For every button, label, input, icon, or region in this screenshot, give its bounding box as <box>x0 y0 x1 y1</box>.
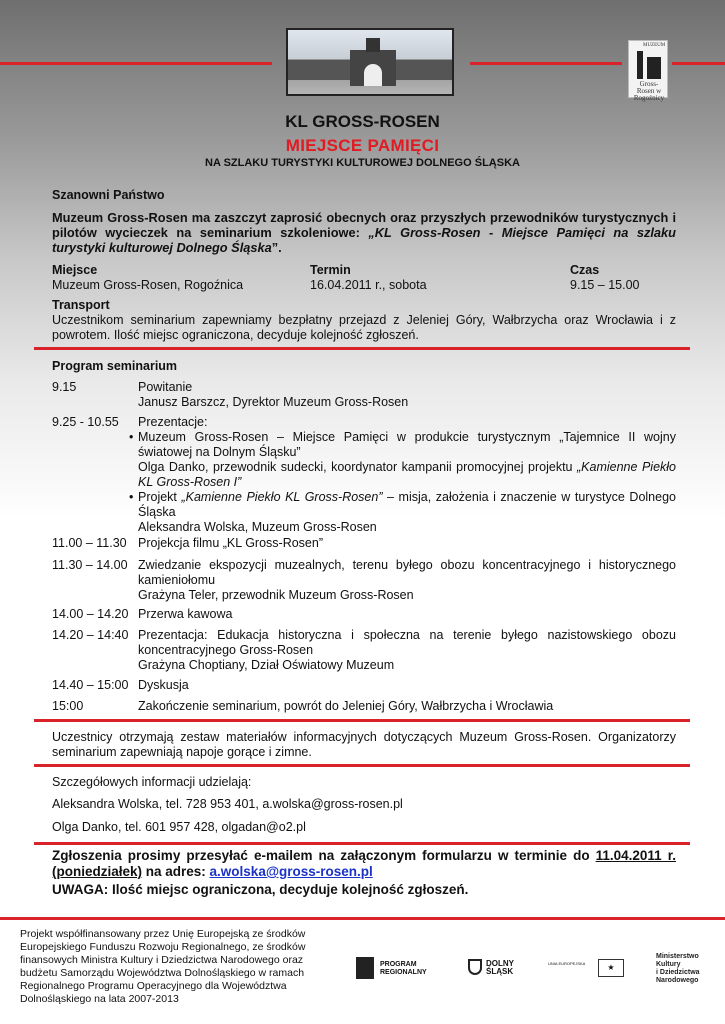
greeting: Szanowni Państwo <box>52 188 165 202</box>
time-label: Czas <box>570 263 600 277</box>
program-heading: Program seminarium <box>52 359 178 373</box>
header-rule-right <box>470 62 622 65</box>
registration-warning: UWAGA: Ilość miejsc ograniczona, decyduje kolejność zgłoszeń. <box>52 882 469 897</box>
header-rule-far-right <box>672 62 725 65</box>
bullet-icon: • <box>129 430 134 444</box>
list-item: • Muzeum Gross-Rosen – Miejsce Pamięci w produkcie turystycznym „Tajemnice II wojny światowej na Dolnym Śląsku” Olga Danko, przewodnik sudecki, koordynator kampanii promocyjnej projektu „Kamienne Piekło KL Gross-Rosen I” <box>129 430 676 489</box>
contact-person-2: Olga Danko, tel. 601 957 428, olgadan@o2.pl <box>52 820 306 834</box>
invitation-text: Muzeum Gross-Rosen ma zaszczyt zaprosić obecnych oraz przyszłych przewodników turystycznych i pilotów wycieczek na seminarium szkoleniowe: „KL Gross-Rosen - Miejsce Pamięci na szlaku turystyki kulturowej Dolnego Śląska”. <box>52 210 676 255</box>
page-subtitle: MIEJSCE PAMIĘCI <box>285 136 440 155</box>
program-regionalny-logo: PROGRAM REGIONALNY <box>356 955 452 985</box>
page-title: KL GROSS-ROSEN <box>285 112 440 131</box>
header-rule-left <box>0 62 272 65</box>
page-background: MUZEUM Gross-Rosen w Rogoźnicy KL GROSS-ROSEN MIEJSCE PAMIĘCI NA SZLAKU TURYSTYKI KULTUROWEJ DOLNEGO ŚLĄSKA Szanowni Państwo Muzeum Gross-Rosen ma zaszczyt zaprosić obecnych oraz przyszłych przewodników turystycznych i pilotów wycieczek na seminarium szkoleniowe: „KL Gross-Rosen - Miejsce Pamięci na szlaku turystyki kulturowej Dolnego Śląska”. Miejsce Muzeum Gross-Rosen, Rogoźnica Termin 16.04.2011 r., sobota Czas 9.15 – 15.00 Transport Uczestnikom seminarium zapewniamy bezpłatny przejazd z Jeleniej Góry, Wałbrzycha oraz Wrocławia i z powrotem. Ilość miejsc ograniczona, decyduje kolejność zgłoszeń. Program seminarium 9.15 Powitanie Janusz Barszcz, Dyrektor Muzeum Gross-Rosen 9.25 - 10.55 Prezentacje: • Muzeum Gross-Rosen – Miejsce Pamięci w produkcie turystycznym „Tajemnice II wojny światowej na Dolnym Śląsku” Olga Danko, przewodnik sudecki, koordynator kampanii promocyjnej projektu „Kamienne Piekło KL Gross-Rosen I” • Projekt „Kamienne Piekło KL Gross-Rosen” – misja, założenia i znaczenie w turystyce Dolnego Śląska Aleksandra Wolska, Muzeum Gross-Rosen 11.00 – 11.30 Projekcja filmu „KL Gross-Rosen” 11.30 – 14.00 Zwiedzanie ekspozycji muzealnych, terenu byłego obozu koncentracyjnego i historycznego kamieniołomu Grażyna Teler, przewodnik Muzeum Gross-Rosen 14.00 – 14.20 Przerwa kawowa 14.20 – 14:40 Prezentacja: Edukacja historyczna i społeczna na terenie byłego nazistowskiego obozu koncentracyjnego Gross-Rosen Grażyna Choptiany, Dział Oświatowy Muzeum 14.40 – 15:00 Dyskusja 15:00 Zakończenie seminarium, powrót do Jeleniej Góry, Wałbrzycha i Wrocławia Uczestnicy otrzymają zestaw materiałów informacyjnych dotyczących Muzeum Gross-Rosen. Organizatorzy seminarium zapewniają napoje gorące i zimne. Szczegółowych informacji udzielają: Aleksandra Wolska, tel. 728 953 401, a.wolska@gross-rosen.pl Olga Danko, tel. 601 957 428, olgadan@o2.pl Zgłoszenia prosimy przesyłać e-mailem na załączonym formularzu w terminie do 11.04.2011 r. (poniedziałek) na adres: a.wolska@gross-rosen.pl UWAGA: Ilość miejsc ograniczona, decyduje kolejność zgłoszeń. <box>0 0 725 918</box>
eu-flag-icon: ★ <box>598 959 624 977</box>
place-label: Miejsce <box>52 263 98 277</box>
transport-text: Uczestnikom seminarium zapewniamy bezpłatny przejazd z Jeleniej Góry, Wałbrzycha oraz Wrocławia i z powrotem. Ilość miejsc ograniczona, decyduje kolejność zgłoszeń. <box>52 313 676 342</box>
time-value: 9.15 – 15.00 <box>570 278 640 292</box>
dolny-slask-logo: DOLNY ŚLĄSK <box>468 955 528 985</box>
materials-note: Uczestnicy otrzymają zestaw materiałów informacyjnych dotyczących Muzeum Gross-Rosen. Organizatorzy seminarium zapewniają napoje gorące i zimne. <box>52 730 676 759</box>
date-value: 16.04.2011 r., sobota <box>310 278 427 292</box>
ministry-logo: Ministerstwo Kultury i Dziedzictwa Narodowego <box>656 953 700 984</box>
date-label: Termin <box>310 263 351 277</box>
museum-logo: MUZEUM Gross-Rosen w Rogoźnicy <box>628 40 668 98</box>
footer-rule <box>0 917 725 920</box>
divider-program-top <box>34 347 690 350</box>
contact-person-1: Aleksandra Wolska, tel. 728 953 401, a.wolska@gross-rosen.pl <box>52 797 403 811</box>
camp-gate-photo <box>286 28 454 96</box>
place-value: Muzeum Gross-Rosen, Rogoźnica <box>52 278 244 292</box>
deadline: 11.04.2011 r. (poniedziałek) <box>52 848 676 879</box>
list-item: • Projekt „Kamienne Piekło KL Gross-Rosen” – misja, założenia i znaczenie w turystyce Dolnego Śląska Aleksandra Wolska, Muzeum Gross-Rosen <box>129 490 676 534</box>
contact-intro: Szczegółowych informacji udzielają: <box>52 775 252 789</box>
divider-contact <box>34 764 690 767</box>
divider-registration <box>34 842 690 845</box>
transport-label: Transport <box>52 298 110 312</box>
registration-text: Zgłoszenia prosimy przesyłać e-mailem na załączonym formularzu w terminie do 11.04.2011 r. (poniedziałek) na adres: a.wolska@gross-rosen.pl <box>52 848 676 879</box>
eu-logo: UNIA EUROPEJSKA ★ <box>548 955 628 985</box>
funding-note: Projekt współfinansowany przez Unię Europejską ze środków Europejskiego Funduszu Rozwoju Regionalnego, ze środków finansowych Ministra Kultury i Dziedzictwa Narodowego oraz budżetu Samorządu Województwa Dolnośląskiego w ramach Regionalnego Programu Operacyjnego dla Województwa Dolnośląskiego na lata 2007-2013 <box>20 928 306 1005</box>
page-tagline: NA SZLAKU TURYSTYKI KULTUROWEJ DOLNEGO ŚLĄSKA <box>205 157 520 169</box>
divider-program-bottom <box>34 719 690 722</box>
bullet-icon: • <box>129 490 134 504</box>
registration-email-link[interactable]: a.wolska@gross-rosen.pl <box>209 864 373 879</box>
